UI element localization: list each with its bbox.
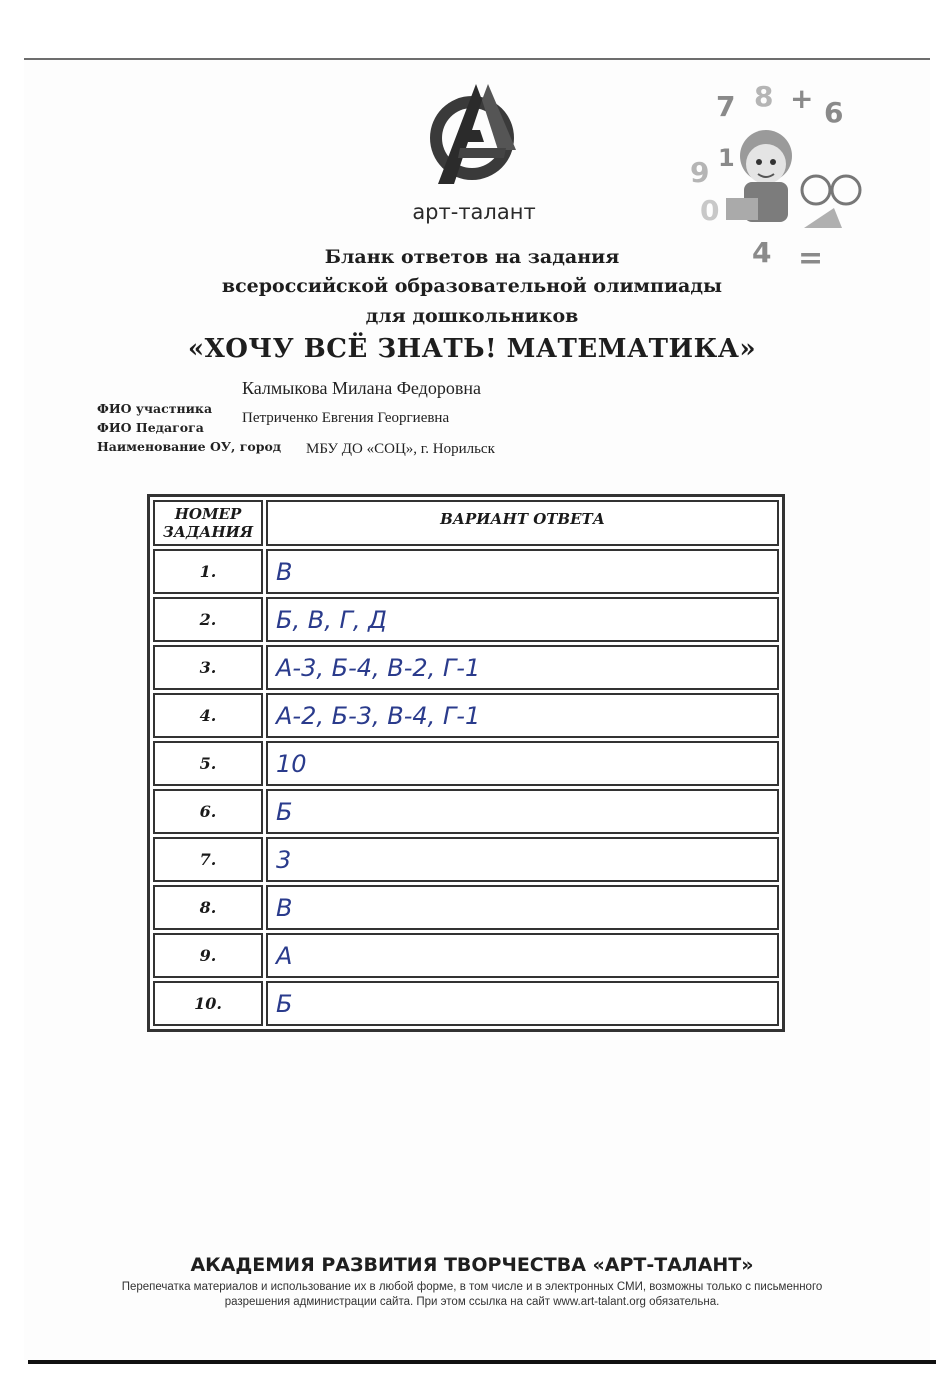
task-number: 6.	[153, 789, 263, 834]
answer-cell: В	[266, 885, 779, 930]
task-number: 10.	[153, 981, 263, 1026]
column-header-task-number: НОМЕР ЗАДАНИЯ	[153, 500, 263, 546]
table-row	[153, 933, 779, 978]
task-number: 3.	[153, 645, 263, 690]
table-row	[153, 549, 779, 594]
olympiad-title: «ХОЧУ ВСЁ ЗНАТЬ! МАТЕМАТИКА»	[187, 334, 757, 364]
task-number: 2.	[153, 597, 263, 642]
svg-text:+: +	[790, 82, 814, 115]
table-row	[153, 741, 779, 786]
answer-cell: А	[266, 933, 779, 978]
table-row	[153, 789, 779, 834]
column-header-answer: ВАРИАНТ ОТВЕТА	[266, 500, 779, 546]
svg-text:=: =	[798, 241, 824, 274]
svg-text:1: 1	[718, 144, 735, 172]
teacher-value: Петриченко Евгения Георгиевна	[242, 410, 450, 426]
answer-cell: 3	[266, 837, 779, 882]
svg-text:0: 0	[700, 194, 720, 227]
svg-text:7: 7	[716, 90, 736, 123]
task-number: 5.	[153, 741, 263, 786]
svg-text:6: 6	[824, 96, 844, 129]
footer-copyright-note: Перепечатка материалов и использование их в любой форме, в том числе и в электронных СМИ, возможны только с письменного разрешения администрации сайта. При этом ссылка на сайт www.art-talant.org обязательна.	[121, 1281, 823, 1308]
task-number: 8.	[153, 885, 263, 930]
answer-cell: 10	[266, 741, 779, 786]
table-row	[153, 885, 779, 930]
participant-label: ФИО участника	[97, 401, 213, 416]
answer-table	[147, 494, 785, 1032]
participant-value: Калмыкова Милана Федоровна	[242, 378, 481, 398]
svg-text:9: 9	[690, 156, 710, 189]
table-row	[153, 981, 779, 1026]
answer-cell: А-2, Б-3, В-4, Г-1	[266, 693, 779, 738]
art-talant-logo-icon	[420, 80, 524, 190]
svg-text:4: 4	[752, 236, 772, 269]
answer-cell: Б	[266, 981, 779, 1026]
task-number: 4.	[153, 693, 263, 738]
sheet-title-line-1: Бланк ответов на задания	[324, 246, 620, 268]
answer-cell: Б, В, Г, Д	[266, 597, 779, 642]
organization-value: МБУ ДО «СОЦ», г. Норильск	[306, 441, 495, 457]
task-number: 9.	[153, 933, 263, 978]
logo-caption: арт-талант	[412, 200, 536, 224]
teacher-label: ФИО Педагога	[97, 420, 204, 435]
organization-label: Наименование ОУ, город	[97, 439, 282, 454]
answer-cell: А-3, Б-4, В-2, Г-1	[266, 645, 779, 690]
table-row	[153, 645, 779, 690]
sheet-title-line-2: всероссийской образовательной олимпиады	[221, 275, 723, 297]
table-row	[153, 693, 779, 738]
footer-academy-title: АКАДЕМИЯ РАЗВИТИЯ ТВОРЧЕСТВА «АРТ-ТАЛАНТ»	[190, 1254, 754, 1276]
answer-cell: В	[266, 549, 779, 594]
answer-cell: Б	[266, 789, 779, 834]
task-number: 7.	[153, 837, 263, 882]
table-row	[153, 597, 779, 642]
sheet-title-line-3: для дошкольников	[365, 305, 579, 327]
svg-text:8: 8	[754, 80, 774, 113]
task-number: 1.	[153, 549, 263, 594]
child-with-numbers-icon	[686, 78, 882, 274]
bottom-divider	[28, 1360, 936, 1364]
table-header-row	[153, 500, 779, 546]
table-row	[153, 837, 779, 882]
